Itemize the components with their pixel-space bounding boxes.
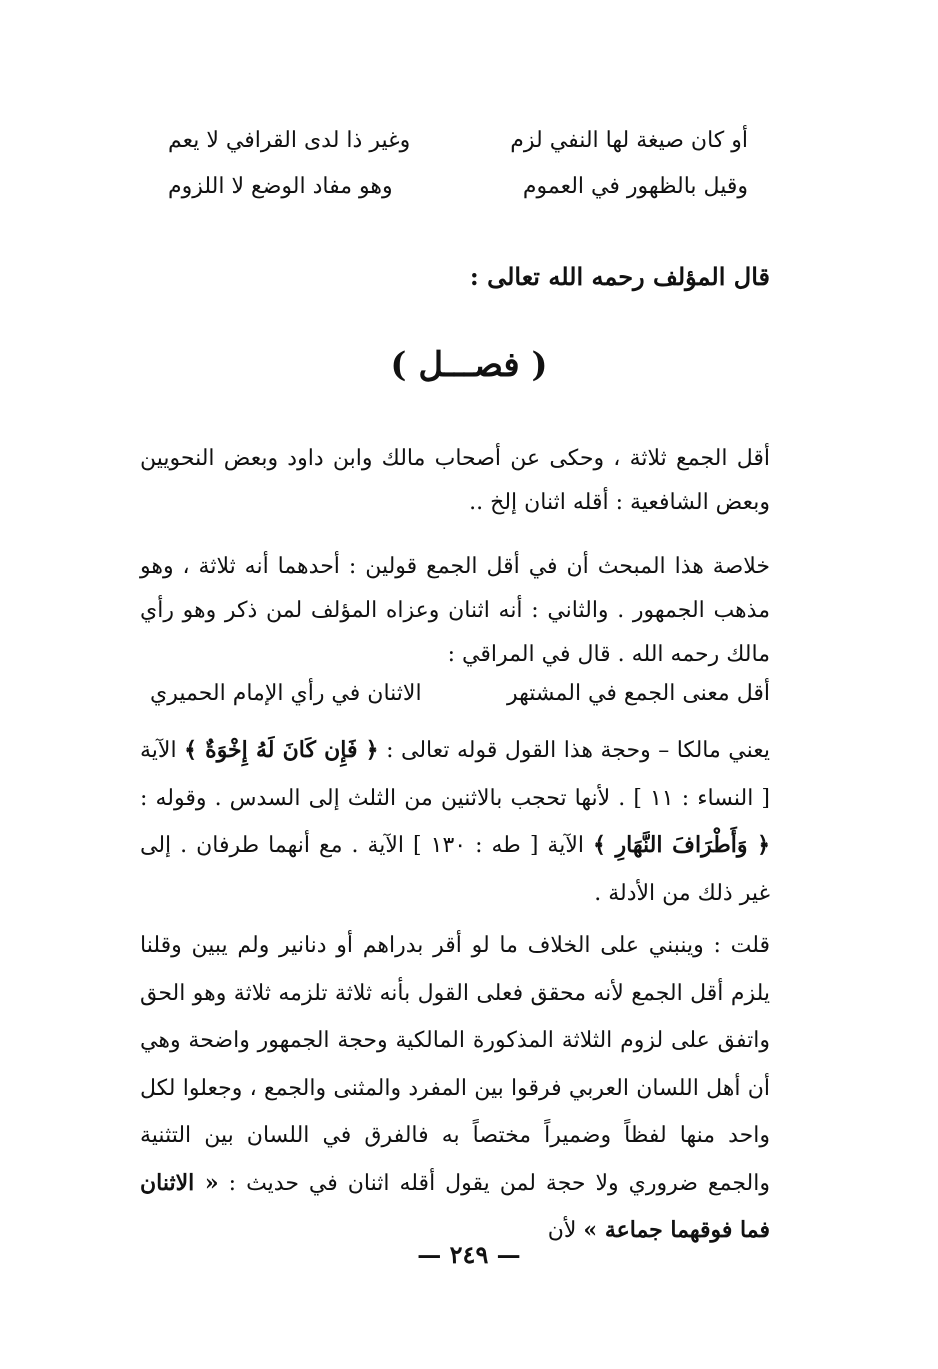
verse-line-1 xyxy=(168,128,748,168)
paragraph-3 xyxy=(140,727,770,917)
verse-line-2 xyxy=(168,174,748,214)
quran-quote-2: ﴿ وَأَطْرَافَ النَّهَارِ ﴾ xyxy=(593,832,771,858)
paragraph-3-text-a: يعني مالكا – وحجة هذا القول قوله تعالى : xyxy=(378,738,770,763)
paragraph-4 xyxy=(140,922,770,1255)
verse-3-left-hemistich: الاثنان في رأي الإمام الحميري xyxy=(150,681,422,706)
verse-2-right-hemistich: وقيل بالظهور في العموم xyxy=(522,174,748,199)
verse-1-right-hemistich: أو كان صيغة لها النفي لزم xyxy=(510,128,748,153)
hadith-quote: « الاثنان فما فوقهما جماعة » xyxy=(140,1169,770,1243)
paragraph-3-text-b: الآية [ النساء : ١١ ] . لأنها تحجب بالاثنين من الثلث إلى السدس . وقوله : xyxy=(140,738,770,811)
quran-quote-1: ﴿ فَإِن كَانَ لَهُ إِخْوَةٌ ﴾ xyxy=(184,737,379,763)
page-number: — ٢٤٩ — xyxy=(417,1240,521,1269)
paragraph-4-text-a: قلت : وينبني على الخلاف ما لو أقر بدراهم أو دنانير ولم يبين وقلنا يلزم أقل الجمع لأنه محقق فعلى القول بأنه ثلاثة تلزمه ثلاثة وهو الحق واتفق على لزوم الثلاثة المذكورة المالكية وحجة الجمهور واضحة وهي أن أهل اللسان العربي فرقوا بين المفرد والمثنى والجمع ، وجعلوا لكل واحد منها لفظاً وضميراً مختصاً به فالفرق في اللسان بين التثنية والجمع ضروري ولا حجة لمن يقول أقله اثنان في حديث : xyxy=(140,933,770,1196)
author-heading: قال المؤلف رحمه الله تعالى : xyxy=(469,262,770,291)
verse-2-left-hemistich: وهو مفاد الوضع لا اللزوم xyxy=(168,174,393,199)
section-title: ( فصـــل ) xyxy=(390,345,548,385)
paragraph-2: خلاصة هذا المبحث أن في أقل الجمع قولين : أحدهما أنه ثلاثة ، وهو مذهب الجمهور . والثاني : أنه اثنان وعزاه المؤلف لمن ذكر وهو رأي مالك رحمه الله . قال في المراقي : xyxy=(140,554,770,667)
verse-3-right-hemistich: أقل معنى الجمع في المشتهر xyxy=(506,681,770,706)
paragraph-3-text-c: الآية [ طه : ١٣٠ ] الآية . مع أنهما طرفان . إلى غير ذلك من الأدلة . xyxy=(140,833,770,906)
paragraph-1: أقل الجمع ثلاثة ، وحكى عن أصحاب مالك وابن داود وبعض النحويين وبعض الشافعية : أقله اثنان إلخ .. xyxy=(140,446,770,515)
verse-1-left-hemistich: وغير ذا لدى القرافي لا يعم xyxy=(168,128,411,153)
paragraph-4-text-b: لأن xyxy=(547,1218,584,1243)
verse-line-3 xyxy=(150,681,770,721)
